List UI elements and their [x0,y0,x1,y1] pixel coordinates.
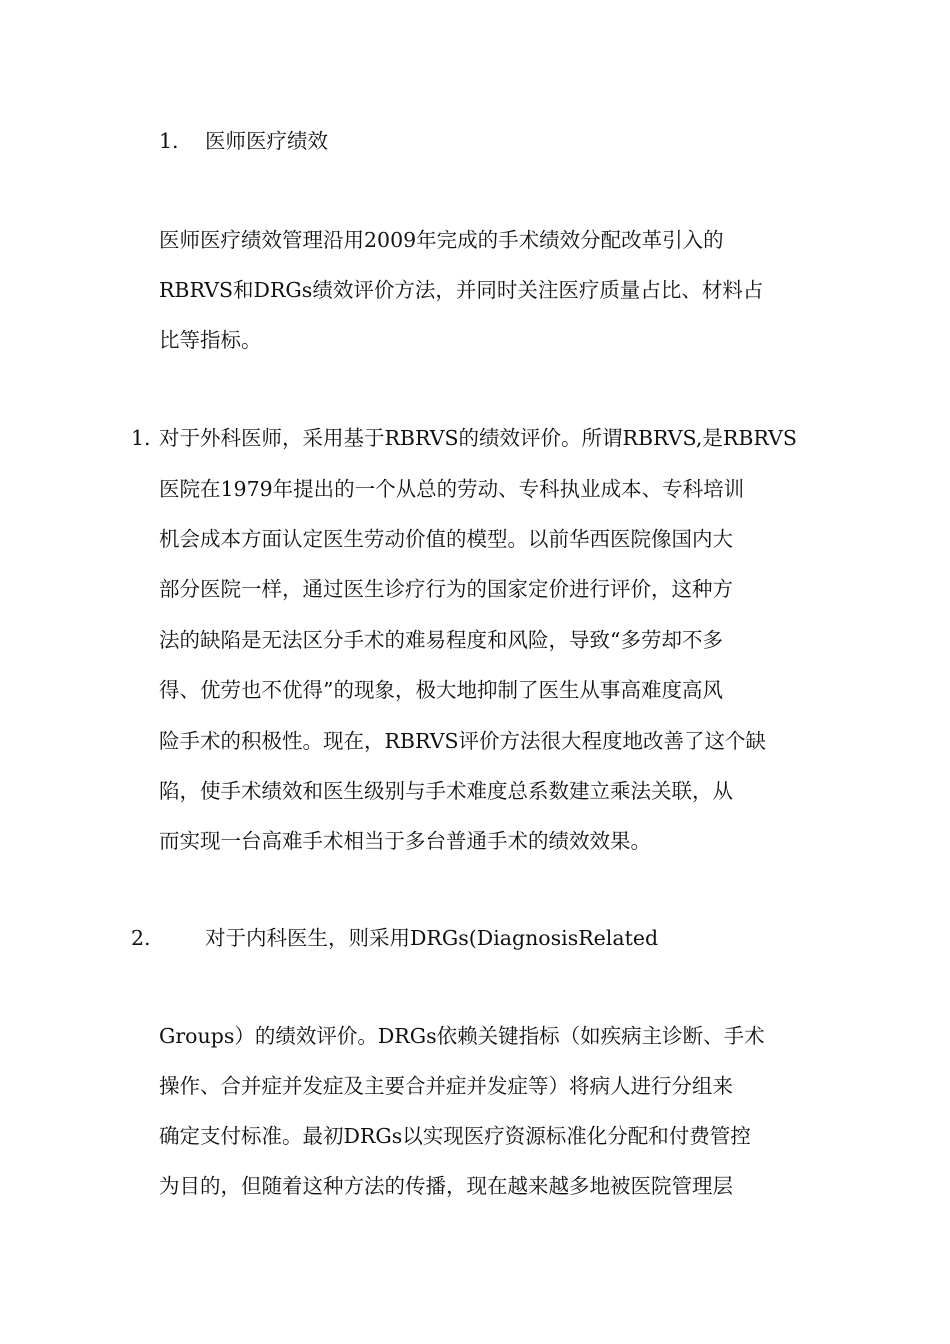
list-item-line: 而实现一台高难手术相当于多台普通手术的绩效效果。 [159,829,651,853]
list-item-line: 得、优劳也不优得”的现象，极大地抑制了医生从事高难度高风 [159,678,723,702]
intro-line: 医师医疗绩效管理沿用2009年完成的手术绩效分配改革引入的 [159,228,724,252]
list-item-first-line: 对于内科医生，则采用DRGs(DiagnosisRelated [205,926,659,950]
list-item-line: 陷，使手术绩效和医生级别与手术难度总系数建立乘法关联，从 [159,779,733,803]
list-item-line: Groups）的绩效评价。DRGs依赖关键指标（如疾病主诊断、手术 [159,1024,765,1048]
list-item-line: 部分医院一样，通过医生诊疗行为的国家定价进行评价，这种方 [159,577,733,601]
list-item-number: 2. [131,926,151,950]
list-item-line: 医院在1979年提出的一个从总的劳动、专科执业成本、专科培训 [159,477,745,501]
list-item-line: 为目的，但随着这种方法的传播，现在越来越多地被医院管理层 [159,1174,733,1198]
list-item-number: 1. [131,426,151,450]
heading-title: 医师医疗绩效 [205,129,328,153]
list-item-line: 机会成本方面认定医生劳动价值的模型。以前华西医院像国内大 [159,527,733,551]
intro-line: 比等指标。 [159,328,262,352]
list-item-line: 法的缺陷是无法区分手术的难易程度和风险，导致“多劳却不多 [159,628,723,652]
list-item-line: 对于外科医师，采用基于RBRVS的绩效评价。所谓RBRVS,是RBRVS [159,426,797,450]
list-item-line: 险手术的积极性。现在，RBRVS评价方法很大程度地改善了这个缺 [159,729,767,753]
list-item-line: 操作、合并症并发症及主要合并症并发症等）将病人进行分组来 [159,1074,733,1098]
heading-number: 1. [159,129,179,153]
intro-line: RBRVS和DRGs绩效评价方法，并同时关注医疗质量占比、材料占 [159,278,764,302]
list-item-line: 确定支付标准。最初DRGs以实现医疗资源标准化分配和付费管控 [159,1124,751,1148]
